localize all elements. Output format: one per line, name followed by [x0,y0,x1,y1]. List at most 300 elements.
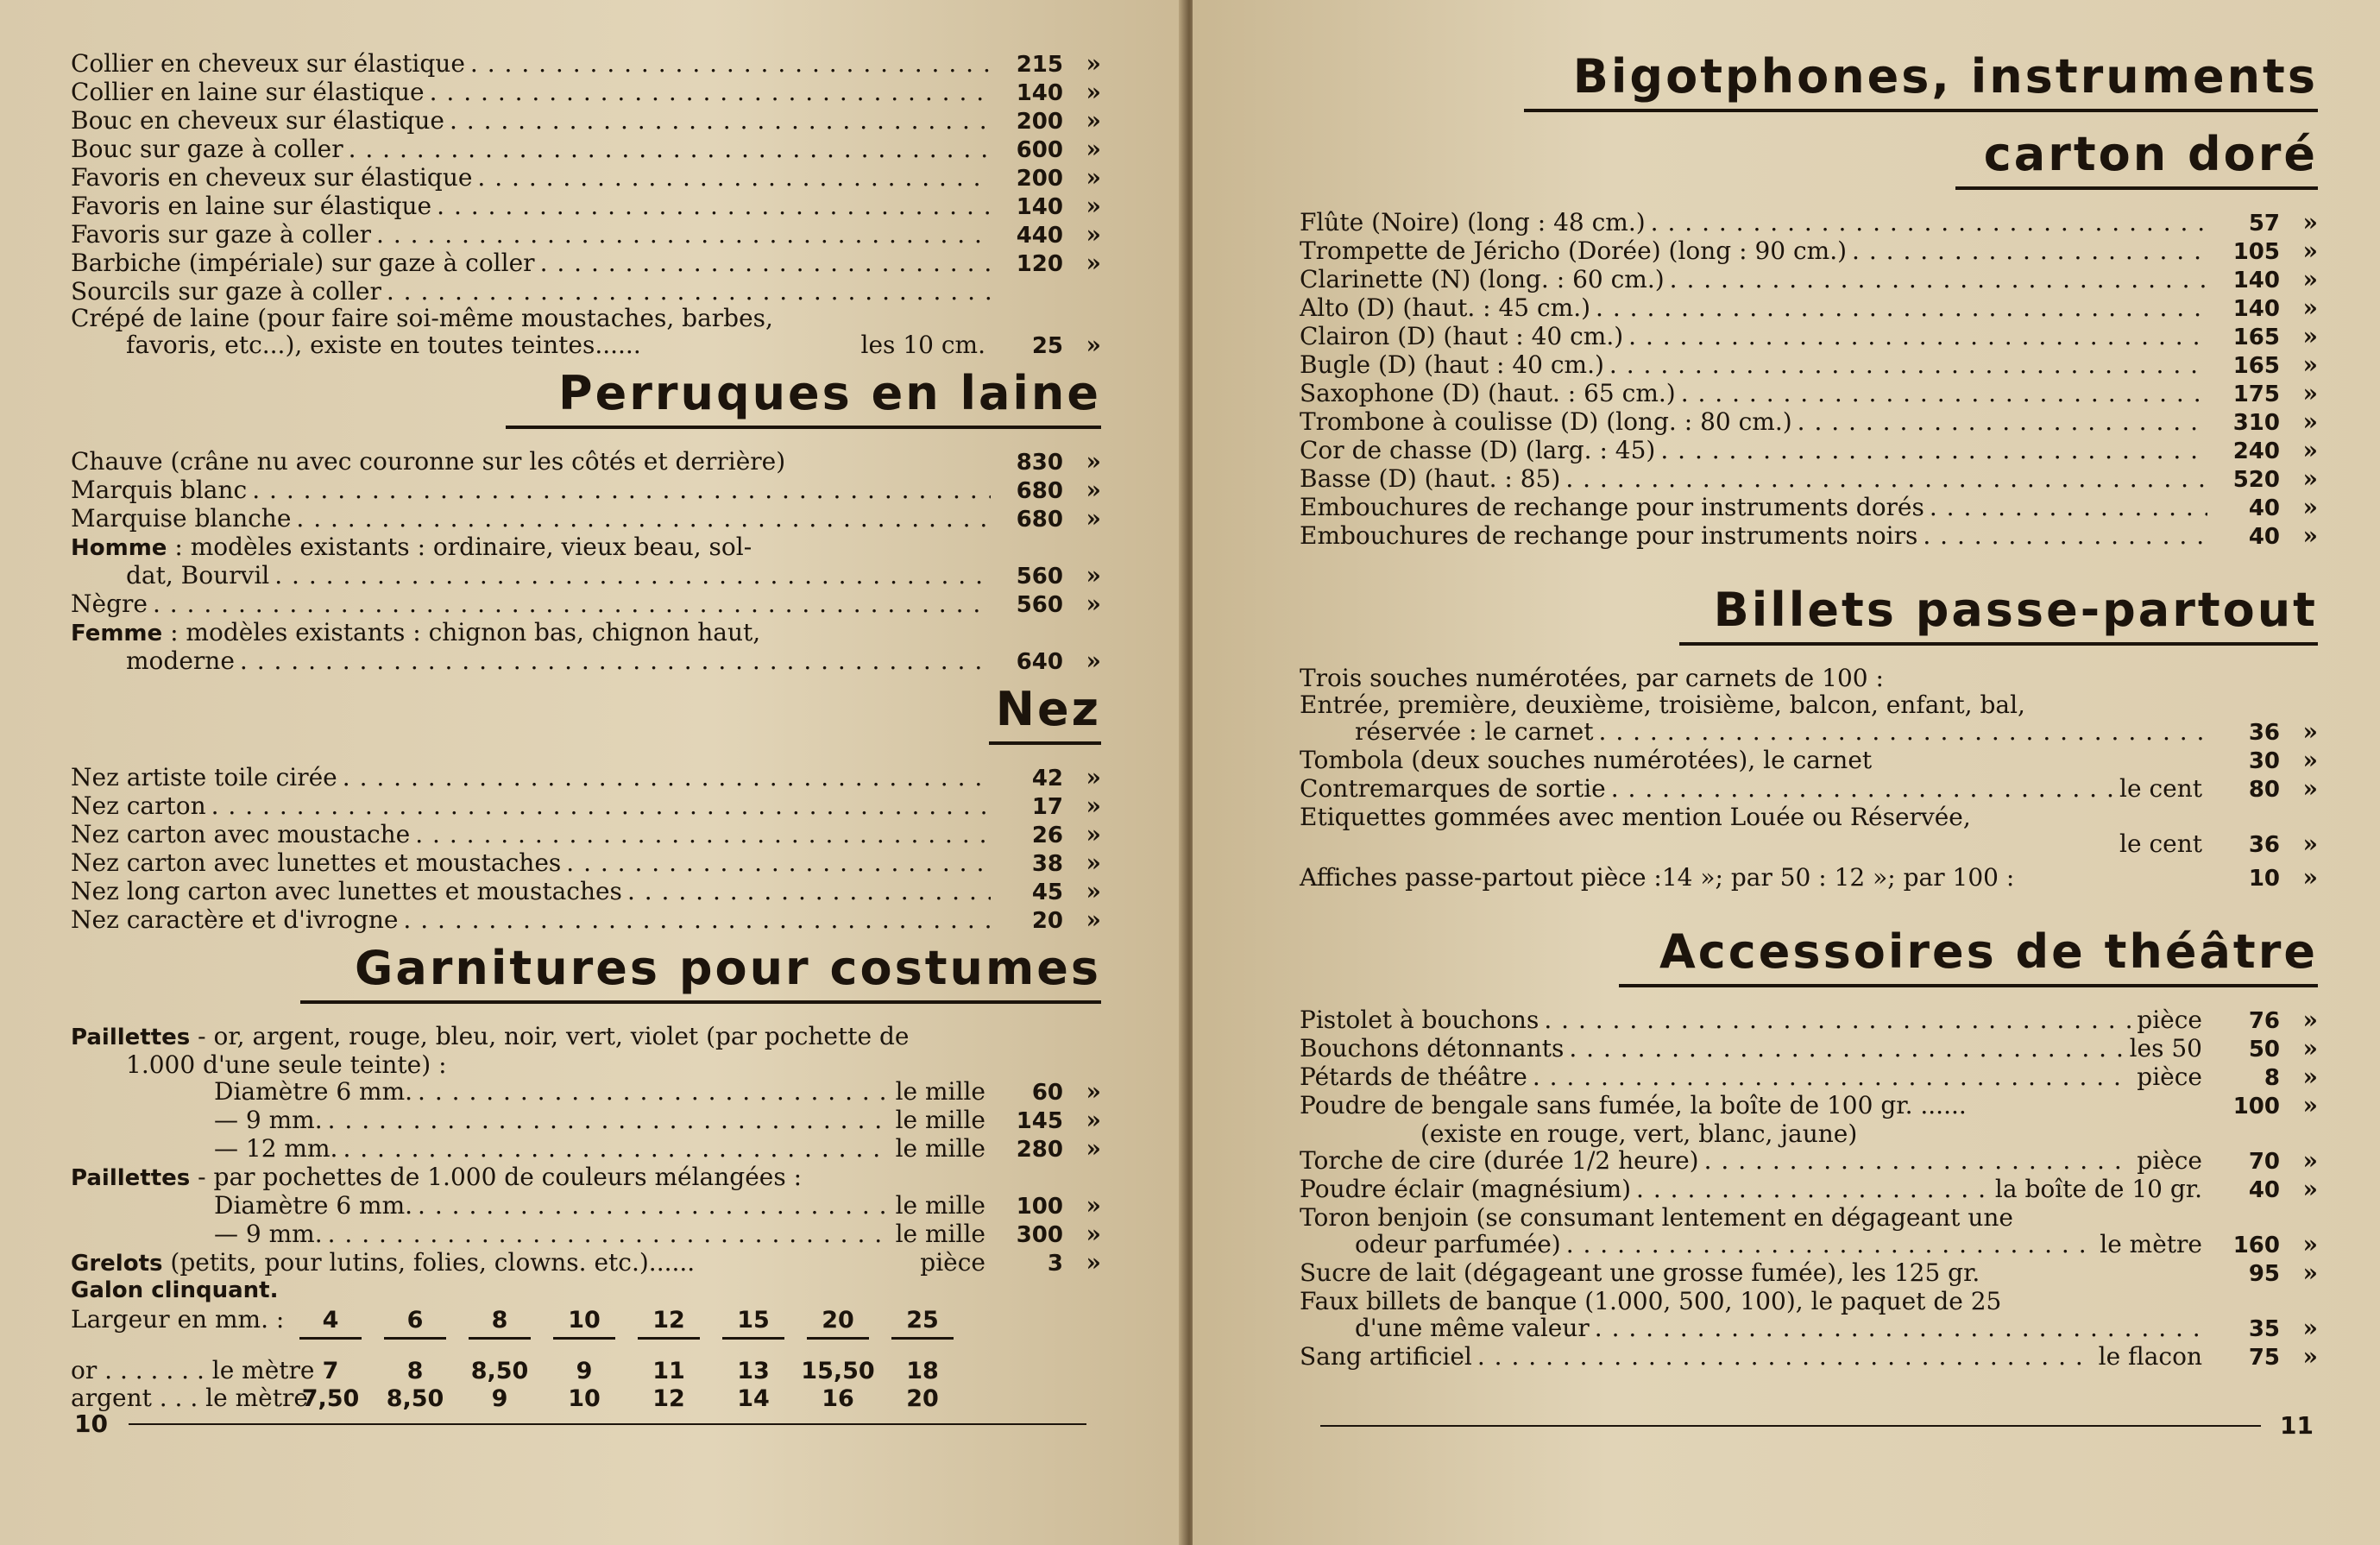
list-item [1300,1120,2318,1147]
item-desc: Embouchures de rechange pour instruments dorés [1300,493,1924,522]
list-item: dat, Bourvil . . . 560 » [71,562,1101,590]
item-desc: réservée : le carnet [1355,717,1594,747]
item-desc: Tombola (deux souches numérotées), le carnet [1300,746,1873,775]
item-desc: : modèles existants : chignon bas, chignon haut, [170,618,761,647]
item-unit-mark: » [2302,1146,2318,1176]
item-unit-mark: » [2302,1175,2318,1204]
page-number: 10 [74,1409,108,1438]
item-desc: Barbiche (impériale) sur gaze à coller [71,249,535,277]
item-desc: Diamètre 6 mm. [214,1191,413,1220]
item-desc: — 9 mm. [214,1220,323,1249]
list-item [1300,1035,2318,1063]
item-unit-mark: » [1086,220,1101,249]
item-desc: Embouchures de rechange pour instruments noirs [1300,521,1918,551]
item-unit: le mille [895,1106,985,1135]
list-item [71,278,1101,305]
item-price: 215 [1016,52,1063,78]
section-heading-carton-dore: carton doré [1983,127,2318,182]
galon-table [71,1306,1101,1412]
item-unit: la boîte de 10 gr. [1994,1175,2202,1204]
item-label: Grelots [71,1251,163,1277]
list-item [1300,237,2318,266]
list-item: Contremarques de sortie . . . le cent 80 » [1300,775,2318,804]
item-desc: Torche de cire (durée 1/2 heure) [1300,1146,1699,1176]
item-price: 140 [1016,80,1063,106]
item-desc: Marquis blanc [71,476,248,505]
item-desc: Clairon (D) (haut : 40 cm.) [1300,322,1624,351]
galon-width: 20 [807,1307,869,1340]
list-item [71,249,1101,278]
item-desc: Sucre de lait (dégageant une grosse fumée), les 125 gr. [1300,1258,1980,1288]
item-desc: favoris, etc...), existe en toutes teintes...... [126,331,641,359]
item-price: 200 [1016,109,1063,135]
item-unit-mark: » [1086,905,1101,935]
item-price: 40 [2248,495,2280,522]
item-price: 680 [1016,507,1063,533]
item-desc: Pétards de théâtre [1300,1063,1527,1092]
footer-rule [129,1423,1086,1425]
item-price: 75 [2248,1345,2280,1372]
item-unit: le flacon [2098,1342,2202,1372]
item-price: 100 [1016,1194,1063,1220]
item-price: 140 [1016,194,1063,220]
section-heading-accessoires: Accessoires de théâtre [1659,924,2318,980]
wigs-list [71,448,1101,676]
item-unit: le mètre [2100,1230,2202,1259]
item-price: 26 [1031,823,1063,849]
item-unit-mark: » [1086,1077,1101,1107]
list-item: Sucre de lait (dégageant une grosse fumée), les 125 gr. 95 » [1300,1258,2318,1288]
list-item [1300,266,2318,294]
list-item [1300,380,2318,408]
galon-width-label: Largeur en mm. : [71,1305,285,1334]
item-unit-mark: » [1086,447,1101,476]
item-unit-mark: » [1086,192,1101,220]
item-desc: Sourcils sur gaze à coller [71,277,381,306]
footer-rule [1320,1425,2261,1427]
item-desc: Clarinette (N) (long. : 60 cm.) [1300,265,1665,294]
item-unit-mark: » [2302,407,2318,437]
list-item [1300,323,2318,351]
item-desc: (petits, pour lutins, folies, clowns. etc.)...... [170,1248,696,1277]
list-item: Affiches passe-partout pièce :14 »; par 50 : 12 »; par 100 : 10 » [1300,863,2318,892]
item-unit: pièce [2137,1146,2202,1176]
list-item [1300,1288,2318,1315]
item-price: 17 [1031,794,1063,821]
list-item [71,1192,1101,1220]
left-page-footer [74,1409,1086,1438]
list-item [71,1023,1101,1051]
item-price: 70 [2248,1149,2280,1176]
right-page-footer [1320,1411,2314,1440]
item-desc: Collier en cheveux sur élastique [71,49,465,78]
galon-price: 9 [491,1385,508,1413]
list-item: Grelots (petits, pour lutins, folies, clowns. etc.)...... pièce 3 » [71,1248,1101,1277]
section-heading-garnitures: Garnitures pour costumes [355,941,1101,996]
item-price: 40 [2248,524,2280,551]
list-item [1300,1343,2318,1372]
list-item [71,1163,1101,1192]
list-item: favoris, etc...), existe en toutes teintes...... les 10 cm. 25 » [126,331,1101,359]
item-price: 95 [2248,1261,2280,1288]
list-item [71,305,1101,331]
item-desc: Poudre de bengale sans fumée, la boîte de 100 gr. ...... [1300,1091,1967,1120]
list-item [1300,804,2318,830]
list-item: Poudre de bengale sans fumée, la boîte de 100 gr. ...... 100 » [1300,1091,2318,1120]
list-item [71,79,1101,107]
item-price: 120 [1016,251,1063,277]
item-unit-mark: » [2302,350,2318,380]
list-item: Tombola (deux souches numérotées), le carnet 30 » [1300,746,2318,775]
item-desc: - par pochettes de 1.000 de couleurs mélangées : [198,1163,803,1192]
list-item [71,1135,1101,1163]
item-desc: Trompette de Jéricho (Dorée) (long : 90 cm.) [1300,236,1848,266]
item-price: 50 [2248,1037,2280,1063]
item-price: 300 [1016,1222,1063,1249]
item-unit-mark: » [1086,820,1101,849]
item-price: 76 [2248,1008,2280,1035]
item-unit: le cent [2119,774,2202,804]
item-price: 165 [2232,325,2280,351]
item-desc: Favoris en cheveux sur élastique [71,163,473,192]
list-item [71,107,1101,136]
galon-price: 8,50 [470,1358,529,1385]
list-item [71,619,1101,647]
item-desc: Marquise blanche [71,504,292,533]
item-price: 8 [2264,1065,2280,1092]
item-unit-mark: » [2302,1006,2318,1035]
trimmings-list [71,1023,1101,1304]
item-unit-mark: » [2302,1034,2318,1063]
list-item [71,505,1101,533]
item-price: 140 [2232,268,2280,294]
item-desc: Collier en laine sur élastique [71,78,425,106]
list-item [1300,665,2318,691]
galon-price: 12 [652,1385,685,1413]
list-item [71,849,1101,878]
galon-width: 10 [553,1307,615,1340]
heading-rule [1524,109,2318,112]
item-label: Paillettes [71,1165,191,1192]
item-unit-mark: » [1086,135,1101,163]
item-price: 280 [1016,1137,1063,1163]
item-unit-mark: » [1086,763,1101,792]
item-unit-mark: » [1086,476,1101,505]
list-item [71,476,1101,505]
list-item [71,1220,1101,1249]
galon-price: 9 [576,1358,593,1385]
item-price: 25 [1031,333,1063,359]
item-desc: Flûte (Noire) (long : 48 cm.) [1300,208,1646,237]
item-label: Paillettes [71,1025,191,1051]
item-price: 45 [1031,880,1063,906]
list-item [1300,691,2318,718]
galon-price: 10 [568,1385,601,1413]
item-desc: Saxophone (D) (haut. : 65 cm.) [1300,379,1676,408]
item-unit-mark: » [1086,504,1101,533]
item-desc: — 12 mm. [214,1134,338,1163]
item-unit-mark: » [2302,379,2318,408]
item-price: 165 [2232,353,2280,380]
item-price: 105 [2232,239,2280,266]
item-desc: Favoris sur gaze à coller [71,220,372,249]
item-price: 36 [2248,832,2280,859]
item-desc: Nez long carton avec lunettes et moustaches [71,877,622,906]
item-desc: Bouchons détonnants [1300,1034,1565,1063]
item-unit-mark: » [1086,78,1101,106]
list-item [71,192,1101,221]
item-desc: Sang artificiel [1300,1342,1472,1372]
list-item [1300,494,2318,522]
galon-row-label: argent . . . le mètre [71,1384,308,1413]
list-item [1300,408,2318,437]
list-item: d'une même valeur . . . 35 » [1300,1315,2318,1343]
list-item [71,590,1101,619]
item-desc: : modèles existants : ordinaire, vieux beau, sol- [174,533,752,562]
item-unit: pièce [920,1248,985,1277]
list-item [71,164,1101,192]
item-unit-mark: » [2302,493,2318,522]
item-desc: Nez artiste toile cirée [71,763,337,792]
item-unit-mark: » [1086,1191,1101,1220]
item-price: 100 [2232,1094,2280,1120]
item-price: 160 [2232,1233,2280,1259]
galon-price: 14 [737,1385,770,1413]
item-unit: le mille [895,1191,985,1220]
item-price: 830 [1016,450,1063,476]
item-desc: Diamètre 6 mm. [214,1077,413,1107]
galon-width: 15 [722,1307,784,1340]
item-unit-mark: » [2302,1063,2318,1092]
beards-list [71,50,1101,360]
galon-width: 25 [891,1307,954,1340]
galon-price: 11 [652,1358,685,1385]
item-desc: Entrée, première, deuxième, troisième, balcon, enfant, bal, [1300,691,2025,720]
galon-price: 16 [822,1385,854,1413]
item-price: 240 [2232,438,2280,465]
item-desc: Faux billets de banque (1.000, 500, 100), le paquet de 25 [1300,1287,2002,1316]
item-desc: Basse (D) (haut. : 85) [1300,464,1561,494]
item-label: Galon clinquant. [71,1277,279,1304]
item-desc: Nez carton avec moustache [71,820,411,849]
item-desc: 1.000 d'une seule teinte) : [126,1050,447,1080]
item-desc: Affiches passe-partout pièce :14 »; par 50 : 12 »; par 100 : [1300,863,2015,892]
galon-price: 15,50 [801,1358,875,1385]
item-desc: Bouc en cheveux sur élastique [71,106,444,135]
item-unit: le mille [895,1220,985,1249]
item-desc: Toron benjoin (se consumant lentement en dégageant une [1300,1203,2013,1233]
list-item [71,1277,1101,1304]
item-label: Femme [71,621,163,647]
item-unit-mark: » [2302,464,2318,494]
galon-price: 8 [406,1358,424,1385]
item-unit-mark: » [2302,208,2318,237]
item-price: 10 [2248,866,2280,892]
list-item [71,1107,1101,1135]
item-desc: Poudre éclair (magnésium) [1300,1175,1632,1204]
item-price: 310 [2232,410,2280,437]
galon-price: 13 [737,1358,770,1385]
galon-row-label: or . . . . . . . le mètre [71,1356,315,1385]
list-item [71,878,1101,906]
item-price: 20 [1031,908,1063,935]
list-item [1300,1006,2318,1035]
item-price: 60 [1031,1080,1063,1107]
item-desc: moderne [126,646,235,676]
item-price: 600 [1016,137,1063,163]
list-item [1300,465,2318,494]
list-item [71,136,1101,164]
item-desc: Trombone à coulisse (D) (long. : 80 cm.) [1300,407,1792,437]
item-unit: le cent [2119,829,2202,859]
item-unit: les 10 cm. [860,331,985,359]
item-desc: Favoris en laine sur élastique [71,192,432,220]
page-number: 11 [2280,1411,2314,1440]
item-price: 175 [2232,382,2280,408]
section-heading-billets: Billets passe-partout [1713,583,2318,638]
tickets-list [1300,665,2318,892]
list-item [71,1078,1101,1107]
galon-width: 4 [299,1307,362,1340]
list-item: odeur parfumée) . . . le mètre 160 » [1300,1231,2318,1259]
item-unit-mark: » [1086,106,1101,135]
item-price: 140 [2232,296,2280,323]
item-unit-mark: » [2302,521,2318,551]
item-desc: Nez caractère et d'ivrogne [71,905,399,935]
galon-price: 7 [322,1358,339,1385]
list-item [1300,437,2318,465]
section-heading-nez: Nez [995,682,1101,737]
item-desc: — 9 mm. [214,1106,323,1135]
item-price: 520 [2232,467,2280,494]
galon-width: 12 [638,1307,700,1340]
item-unit-mark: » [2302,293,2318,323]
section-heading-perruques: Perruques en laine [558,366,1101,420]
list-item [1300,1176,2318,1204]
item-desc: d'une même valeur [1355,1314,1590,1343]
item-unit-mark: » [2302,322,2318,351]
item-price: 3 [1047,1251,1063,1277]
item-unit-mark: » [2302,236,2318,266]
item-price: 640 [1016,649,1063,676]
item-desc: Nez carton [71,791,206,821]
item-desc: Etiquettes gommées avec mention Louée ou Réservée, [1300,803,1971,832]
list-item [71,221,1101,249]
list-item [71,764,1101,792]
item-price: 560 [1016,564,1063,590]
list-item: moderne . . . 640 » [71,647,1101,676]
item-desc: Bouc sur gaze à coller [71,135,343,163]
galon-width: 8 [469,1307,531,1340]
item-price: 36 [2248,720,2280,747]
item-price: 680 [1016,478,1063,505]
list-item: réservée : le carnet . . . 36 » [1300,718,2318,747]
item-desc: Chauve (crâne nu avec couronne sur les côtés et derrière) [71,447,786,476]
item-desc: Bugle (D) (haut : 40 cm.) [1300,350,1604,380]
section-heading-bigotphones: Bigotphones, instruments [1572,49,2318,104]
galon-price: 20 [906,1385,939,1413]
list-item [71,906,1101,935]
instruments-list [1300,209,2318,551]
right-page [1193,0,2380,1545]
item-price: 40 [2248,1177,2280,1204]
galon-argent-row [71,1384,1101,1412]
item-desc: (existe en rouge, vert, blanc, jaune) [1420,1119,1858,1149]
galon-price: 7,50 [301,1385,360,1413]
item-unit-mark: » [2302,265,2318,294]
item-price: 560 [1016,592,1063,619]
item-desc: dat, Bourvil [126,561,270,590]
item-price: 145 [1016,1108,1063,1135]
item-unit-mark: » [1086,590,1101,619]
item-desc: Alto (D) (haut. : 45 cm.) [1300,293,1591,323]
list-item [1300,1063,2318,1092]
item-unit: pièce [2137,1006,2202,1035]
item-unit-mark: » [1086,1134,1101,1163]
left-page [0,0,1186,1545]
item-unit-mark: » [1086,1106,1101,1135]
galon-price: 8,50 [386,1385,444,1413]
item-desc: Cor de chasse (D) (larg. : 45) [1300,436,1656,465]
item-unit-mark: » [2302,436,2318,465]
list-item [71,792,1101,821]
galon-header-row [71,1306,1101,1340]
item-unit-mark: » [1086,249,1101,277]
item-desc: Crépé de laine (pour faire soi-même moustaches, barbes, [71,304,773,332]
item-unit-mark: » [1086,848,1101,878]
list-item [1300,522,2318,551]
item-desc: Pistolet à bouchons [1300,1006,1539,1035]
list-item [1300,209,2318,237]
list-item: le cent 36 » [2119,829,2318,859]
accessories-list [1300,1006,2318,1372]
item-price: 35 [2248,1316,2280,1343]
item-price: 57 [2248,211,2280,237]
list-item [1300,1147,2318,1176]
item-unit-mark: » [1086,49,1101,78]
galon-or-row [71,1357,1101,1384]
item-price: 42 [1031,766,1063,792]
item-price: 200 [1016,166,1063,192]
item-unit: le mille [895,1077,985,1107]
item-desc: odeur parfumée) [1355,1230,1561,1259]
item-unit-mark: » [2302,1342,2318,1372]
noses-list [71,764,1101,935]
item-unit-mark: » [1086,877,1101,906]
item-unit: le mille [895,1134,985,1163]
list-item [71,1051,1101,1078]
list-item [1300,294,2318,323]
item-label: Homme [71,535,167,562]
item-desc: Nègre [71,590,148,619]
list-item [1300,1204,2318,1231]
item-price: 30 [2248,748,2280,775]
item-unit-mark: » [1086,791,1101,821]
item-desc: Contremarques de sortie [1300,774,1606,804]
galon-width: 6 [384,1307,446,1340]
list-item [1300,351,2318,380]
item-price: 440 [1016,223,1063,249]
item-desc: - or, argent, rouge, bleu, noir, vert, violet (par pochette de [198,1022,910,1051]
galon-price: 18 [906,1358,939,1385]
item-desc: Nez carton avec lunettes et moustaches [71,848,562,878]
item-unit: pièce [2137,1063,2202,1092]
item-price: 38 [1031,851,1063,878]
item-unit-mark: » [1086,1220,1101,1249]
list-item [71,821,1101,849]
list-item [71,50,1101,79]
item-desc: Trois souches numérotées, par carnets de 100 : [1300,664,1884,693]
